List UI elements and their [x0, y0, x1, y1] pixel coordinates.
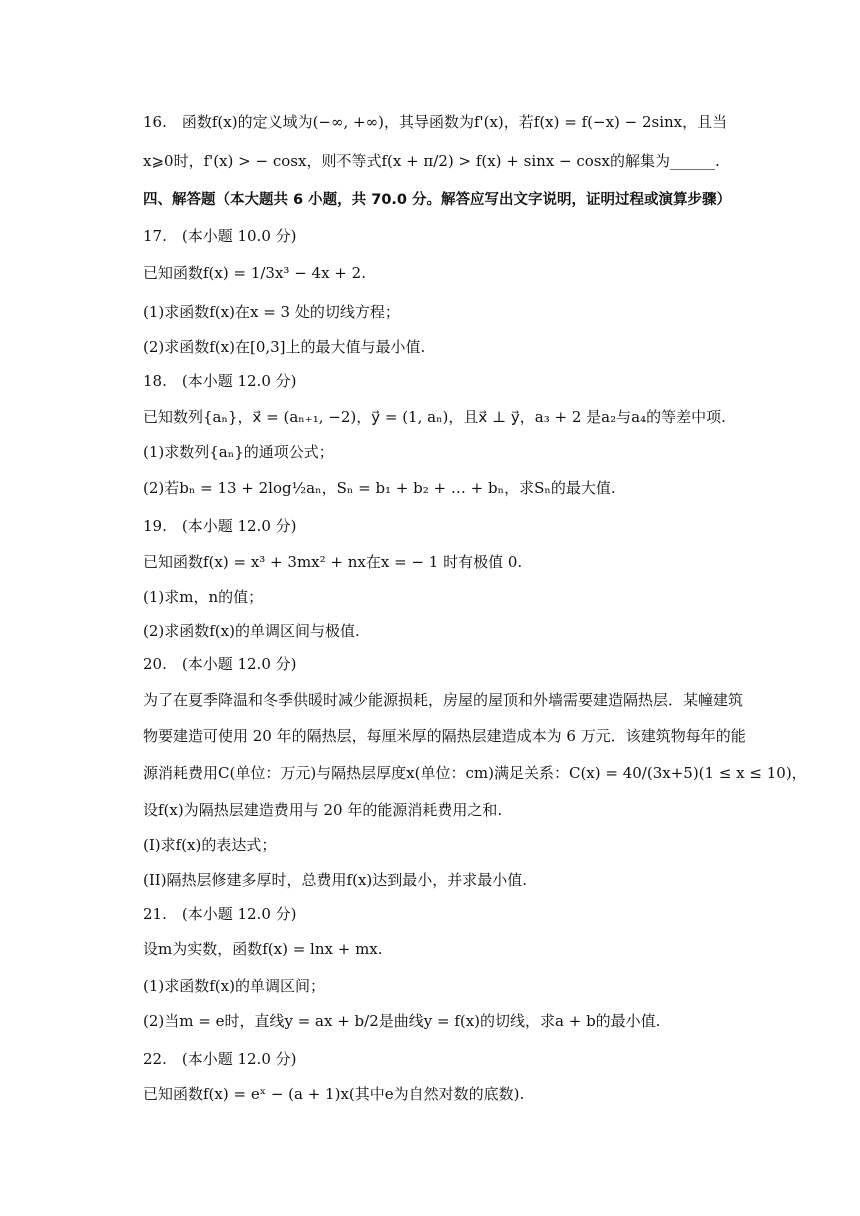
- q20-part-1: (I)求f(x)的表达式；: [143, 836, 277, 854]
- q18-part-1: (1)求数列{aₙ}的通项公式；: [143, 443, 334, 461]
- q21-stem: 设m为实数，函数f(x) = lnx + mx.: [143, 940, 383, 958]
- q22-header: 22. (本小题 12.0 分): [143, 1050, 297, 1068]
- q19-part-2: (2)求函数f(x)的单调区间与极值.: [143, 622, 360, 640]
- q19-stem: 已知函数f(x) = x³ + 3mx² + nx在x = − 1 时有极值 0.: [143, 553, 523, 571]
- q20-part-2: (II)隔热层修建多厚时，总费用f(x)达到最小，并求最小值.: [143, 871, 528, 889]
- q20-header: 20. (本小题 12.0 分): [143, 655, 297, 673]
- q18-header: 18. (本小题 12.0 分): [143, 372, 297, 390]
- q20-para-4: 设f(x)为隔热层建造费用与 20 年的能源消耗费用之和.: [143, 801, 503, 819]
- q18-part-2: (2)若bₙ = 13 + 2log½aₙ，Sₙ = b₁ + b₂ + … + bₙ，求Sₙ的最大值.: [143, 479, 616, 497]
- q21-header: 21. (本小题 12.0 分): [143, 905, 297, 923]
- q19-part-1: (1)求m，n的值；: [143, 588, 264, 606]
- q21-part-1: (1)求函数f(x)的单调区间；: [143, 977, 325, 995]
- q19-header: 19. (本小题 12.0 分): [143, 517, 297, 535]
- q17-part-1: (1)求函数f(x)在x = 3 处的切线方程；: [143, 303, 400, 321]
- q20-para-1: 为了在夏季降温和冬季供暖时减少能源损耗，房屋的屋顶和外墙需要建造隔热层．某幢建筑: [143, 691, 744, 709]
- q20-para-3: 源消耗费用C(单位：万元)与隔热层厚度x(单位：cm)满足关系：C(x) = 40/(3x+5)(1 ≤ x ≤ 10)，: [143, 764, 807, 782]
- q21-part-2: (2)当m = e时，直线y = ax + b/2是曲线y = f(x)的切线，求a + b的最小值.: [143, 1012, 661, 1030]
- q17-stem: 已知函数f(x) = 1/3x³ − 4x + 2.: [143, 264, 366, 282]
- q16-line-1: 16. 函数f(x)的定义域为(−∞, +∞)，其导函数为f'(x)，若f(x) = f(−x) − 2sinx，且当: [143, 113, 728, 131]
- q17-header: 17. (本小题 10.0 分): [143, 227, 297, 245]
- q17-part-2: (2)求函数f(x)在[0,3]上的最大值与最小值.: [143, 338, 426, 356]
- q18-stem: 已知数列{aₙ}，x⃗ = (aₙ₊₁, −2)，y⃗ = (1, aₙ)，且x⃗ ⊥ y⃗，a₃ + 2 是a₂与a₄的等差中项.: [143, 408, 726, 426]
- q20-para-2: 物要建造可使用 20 年的隔热层，每厘米厚的隔热层建造成本为 6 万元．该建筑物每年的能: [143, 727, 746, 745]
- section-heading: 四、解答题（本大题共 6 小题，共 70.0 分。解答应写出文字说明，证明过程或演算步骤）: [143, 192, 732, 208]
- q22-stem: 已知函数f(x) = eˣ − (a + 1)x(其中e为自然对数的底数).: [143, 1085, 525, 1103]
- q16-line-2: x⩾0时，f'(x) > − cosx，则不等式f(x + π/2) > f(x) + sinx − cosx的解集为______.: [143, 152, 720, 170]
